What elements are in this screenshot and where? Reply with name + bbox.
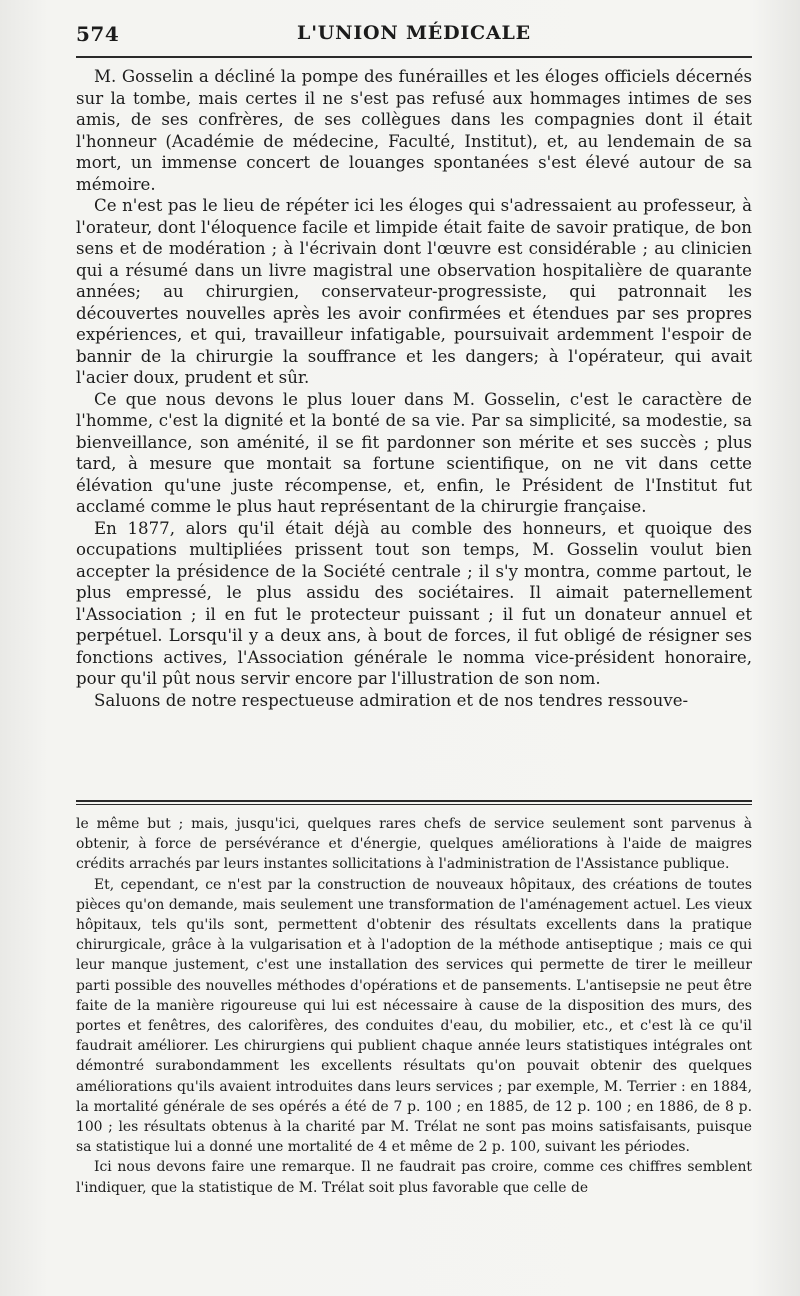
footnote-paragraph-3: Ici nous devons faire une remarque. Il ne faudrait pas croire, comme ces chiffres semblent l'indiquer, que la statistique de M. Trélat soit plus favorable que celle de	[76, 1159, 752, 1196]
footnotes	[76, 814, 752, 1198]
footnote-paragraph-1: le même but ; mais, jusqu'ici, quelques rares chefs de service seulement sont parvenus à obtenir, à force de persévérance et d'énergie, quelques améliorations à l'aide de maigres crédits arrachés par leurs instantes sollicitations à l'administration de l'Assistance publique.	[76, 816, 752, 873]
body-paragraph-4: En 1877, alors qu'il était déjà au comble des honneurs, et quoique des occupations multipliées prissent tout son temps, M. Gosselin voulut bien accepter la présidence de la Société centrale ; il s'y montra, comme partout, le plus empressé, le plus assidu des sociétaires. Il aimait paternellement l'Association ; il en fut le protecteur puissant ; il fut un donateur annuel et perpétuel. Lorsqu'il y a deux ans, à bout de forces, il fut obligé de résigner ses fonctions actives, l'Association générale le nomma vice-président honoraire, pour qu'il pût nous servir encore par l'illustration de son nom.	[76, 518, 752, 688]
page-header	[76, 20, 752, 52]
body-paragraph-3: Ce que nous devons le plus louer dans M. Gosselin, c'est le caractère de l'homme, c'est la dignité et la bonté de sa vie. Par sa simplicité, sa modestie, sa bienveillance, son aménité, il se fit pardonner son mérite et ses succès ; plus tard, à mesure que montait sa fortune scientifique, on ne vit dans cette élévation qu'une juste récompense, et, enfin, le Président de l'Institut fut acclamé comme le plus haut représentant de la chirurgie française.	[76, 389, 752, 516]
header-rule	[76, 56, 752, 58]
footnote-paragraph-2: Et, cependant, ce n'est par la construction de nouveaux hôpitaux, des créations de toutes pièces qu'on demande, mais seulement une transformation de l'aménagement actuel. Les vieux hôpitaux, tels qu'ils sont, permettent d'obtenir des résultats excellents dans la pratique chirurgicale, grâce à la vulgarisation et à l'adoption de la méthode antiseptique ; mais ce qui leur manque justement, c'est une installation des services qui permette de tirer le meilleur parti possible des nouvelles méthodes d'opérations et de pansements. L'antisepsie ne peut être faite de la manière rigoureuse qui lui est nécessaire à cause de la disposition des murs, des portes et fenêtres, des calorifères, des conduites d'eau, du mobilier, etc., et c'est là ce qu'il faudrait améliorer. Les chirurgiens qui publient chaque année leurs statistiques intégrales ont démontré surabondamment les excellents résultats qu'on pouvait obtenir des quelques améliorations qu'ils avaient introduites dans leurs services ; par exemple, M. Terrier : en 1884, la mortalité générale de ses opérés a été de 7 p. 100 ; en 1885, de 12 p. 100 ; en 1886, de 8 p. 100 ; les résultats obtenus à la charité par M. Trélat ne sont pas moins satisfaisants, puisque sa statistique lui a donné une mortalité de 4 et même de 2 p. 100, suivant les périodes.	[76, 876, 752, 1156]
footnote-separator	[76, 800, 752, 805]
body-paragraph-5: Saluons de notre respectueuse admiration et de nos tendres ressouve-	[94, 690, 689, 710]
main-text	[76, 66, 752, 711]
body-paragraph-2: Ce n'est pas le lieu de répéter ici les éloges qui s'adressaient au professeur, à l'orateur, dont l'éloquence facile et limpide était faite de savoir pratique, de bon sens et de modération ; à l'écrivain dont l'œuvre est considérable ; au clinicien qui a résumé dans un livre magistral une observation hospitalière de quarante années; au chirurgien, conservateur-progressiste, qui patronnait les découvertes nouvelles après les avoir confirmées et étendues par ses propres expériences, et qui, travailleur infatigable, poursuivait ardemment l'espoir de bannir de la chirurgie la souffrance et les dangers; à l'opérateur, qui avait l'acier doux, prudent et sûr.	[76, 196, 752, 387]
body-paragraph-1: M. Gosselin a décliné la pompe des funérailles et les éloges officiels décernés sur la tombe, mais certes il ne s'est pas refusé aux hommages intimes de ses amis, de ses confrères, de ses collègues dans les compagnies dont il était l'honneur (Académie de médecine, Faculté, Institut), et, au lendemain de sa mort, un immense concert de louanges spontanées s'est élevé autour de sa mémoire.	[76, 67, 752, 194]
running-title: L'UNION MÉDICALE	[297, 22, 531, 44]
page-number: 574	[76, 22, 120, 46]
